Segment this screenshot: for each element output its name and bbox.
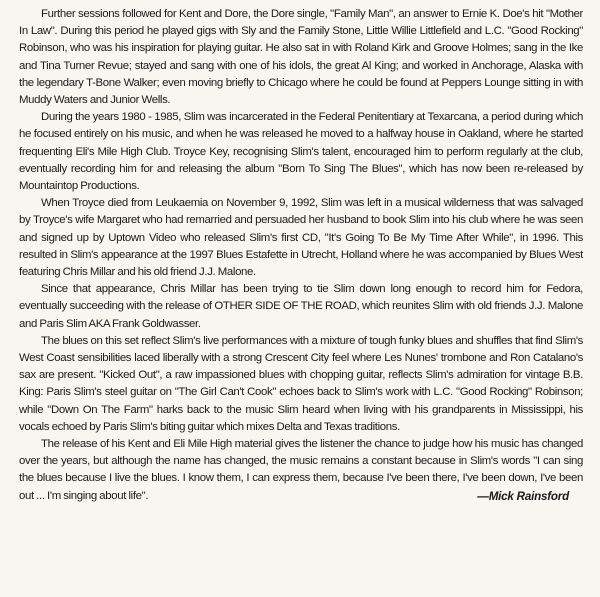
paragraph-incarceration: During the years 1980 - 1985, Slim was incarcerated in the Federal Penitentiary at Texarcana, a period during which he focused entirely on his music, and when he was released he moved to a halfway house in Oakland, where he started frequenting Eli's Mile High Club. Troyce Key, recognising Slim's talent, encouraged him to perform regularly at the club, eventually recording him for and releasing the album "Born To Sing The Blues", which has now been re-released by Mountaintop Productions. bbox=[19, 111, 583, 193]
paragraph-release: The release of his Kent and Eli Mile High material gives the listener the chance to judge how his music has changed over the years, but although the name has changed, the music remains a constant because in Slim's words "I can sing the blues because I live the blues. I know them, I can express them, because I've been there, I've been down, I've been out ... I'm singing about life". bbox=[19, 438, 583, 502]
paragraph-troyce-death: When Troyce died from Leukaemia on November 9, 1992, Slim was left in a musical wilderness that was salvaged by Troyce's wife Margaret who had remarried and persuaded her husband to book Slim into his club where he was seen and signed up by Uptown Video who released Slim's first CD, "It's Going To Be My Time After While", in 1996. This resulted in Slim's appearance at the 1997 Blues Estafette in Utrecht, Holland where he was accompanied by Blues West featuring Chris Millar and his old friend J.J. Malone. bbox=[19, 197, 583, 279]
paragraph-blues-set: The blues on this set reflect Slim's live performances with a mixture of tough funky blues and shuffles that find Slim's West Coast sensibilities laced liberally with a strong Crescent City feel where Les Nunes' trombone and Ron Catalano's sax are present. "Kicked Out", a raw impassioned blues with chopping guitar, reflects Slim's admiration for vintage B.B. King: Paris Slim's steel guitar on "The Girl Can't Cook" echoes back to Slim's work with L.C. "Good Rocking" Robinson; while "Down On The Farm" harks back to the music Slim heard when living with his grandparents in Mississippi, his vocals echoed by Paris Slim's biting guitar which mixes Delta and Texas traditions. bbox=[19, 334, 583, 433]
paragraph-fedora: Since that appearance, Chris Millar has been trying to tie Slim down long enough to record him for Fedora, eventually succeeding with the release of OTHER SIDE OF THE ROAD, which reunites Slim with old friends J.J. Malone and Paris Slim AKA Frank Goldwasser. bbox=[19, 283, 583, 330]
author-signature: —Mick Rainsford bbox=[477, 489, 569, 503]
paragraph-sessions: Further sessions followed for Kent and Dore, the Dore single, "Family Man", an answer to Ernie K. Doe's hit "Mother In Law". During this period he played gigs with Sly and the Family Stone, Little Willie Littlefield and L.C. "Good Rocking" Robinson, who was his inspiration for playing guitar. He also sat in with Roland Kirk and Groove Holmes; sang in the Ike and Tina Turner Revue; stayed and sang with one of his idols, the great Al King; and worked in Anchorage, Alaska with the legendary T-Bone Walker; even moving briefly to Chicago where he could be found at Peppers Lounge sitting in with Muddy Waters and Junior Wells. bbox=[19, 8, 583, 107]
